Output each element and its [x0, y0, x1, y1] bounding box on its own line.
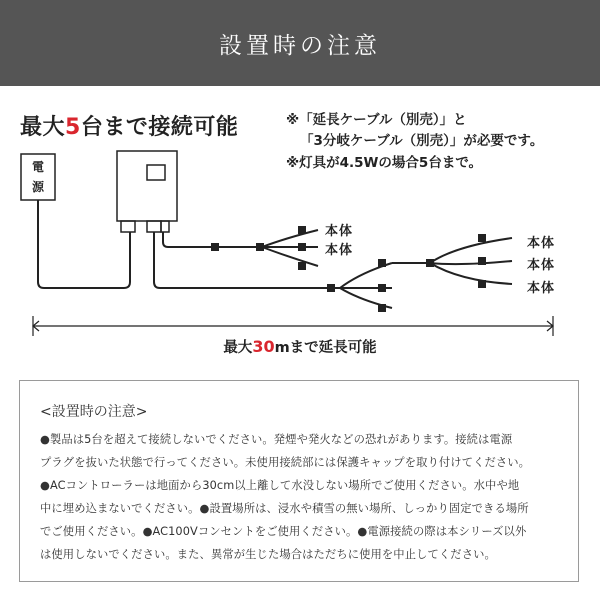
caution-line: でご使用ください。●AC100Vコンセントをご使用ください。●電源接続の際は本シリーズ以外	[40, 525, 527, 538]
controller-plug-left	[121, 221, 135, 232]
right-branch-1	[430, 238, 512, 263]
length-number: 30	[252, 337, 275, 356]
power-cable	[38, 200, 130, 288]
right-branch-3	[430, 263, 512, 284]
page-header	[0, 0, 600, 86]
caution-line: は使用しないでください。また、異常が生じた場合はただちに使用を中止してください。	[40, 548, 496, 561]
max-length-label	[0, 336, 600, 357]
caution-box	[19, 380, 579, 582]
connection-diagram	[0, 86, 600, 370]
output-cable-lower	[154, 232, 340, 288]
note-line: 「3分岐ケーブル（別売）」が必要です。	[300, 133, 544, 149]
caution-title: <設置時の注意>	[40, 404, 148, 420]
max-units-headline	[20, 110, 238, 141]
caution-line: プラグを抜いた状態で行ってください。未使用接続部には保護キャップを取り付けてください。	[40, 456, 531, 469]
headline-number: 5	[65, 115, 81, 140]
length-pre: 最大	[223, 340, 253, 356]
right-branch-2	[430, 261, 512, 264]
upper-branch-1	[262, 230, 318, 247]
controller-window	[147, 165, 165, 180]
caution-line: 中に埋め込まないでください。●設置場所は、浸水や積雪の無い場所、しっかり固定できる場所	[40, 502, 529, 515]
length-post: mまで延長可能	[274, 340, 377, 356]
unit-label: 本体	[325, 243, 354, 258]
unit-label: 本体	[527, 236, 556, 251]
note-line: ※「延長ケーブル（別売）」と	[286, 112, 467, 128]
controller-plug-right2	[161, 221, 169, 232]
caution-line: ●ACコントローラーは地面から30cm以上離して水没しない場所でご使用ください。水中や地	[40, 479, 520, 492]
headline-pre: 最大	[20, 115, 66, 140]
page-title: 設置時の注意	[219, 32, 381, 59]
unit-label: 本体	[325, 224, 354, 239]
caution-line: ●製品は5台を超えて接続しないでください。発煙や発火などの恐れがあります。接続は電源	[40, 433, 513, 446]
controller-plug-right	[147, 221, 161, 232]
upper-branch-3	[262, 247, 318, 266]
power-label: 源	[32, 180, 45, 194]
unit-label: 本体	[527, 258, 556, 273]
note-line: ※灯具が4.5Wの場合5台まで。	[286, 155, 483, 171]
unit-label: 本体	[527, 281, 556, 296]
power-label: 電	[32, 160, 45, 174]
headline-post: 台まで接続可能	[80, 115, 239, 140]
controller-box	[117, 151, 177, 221]
